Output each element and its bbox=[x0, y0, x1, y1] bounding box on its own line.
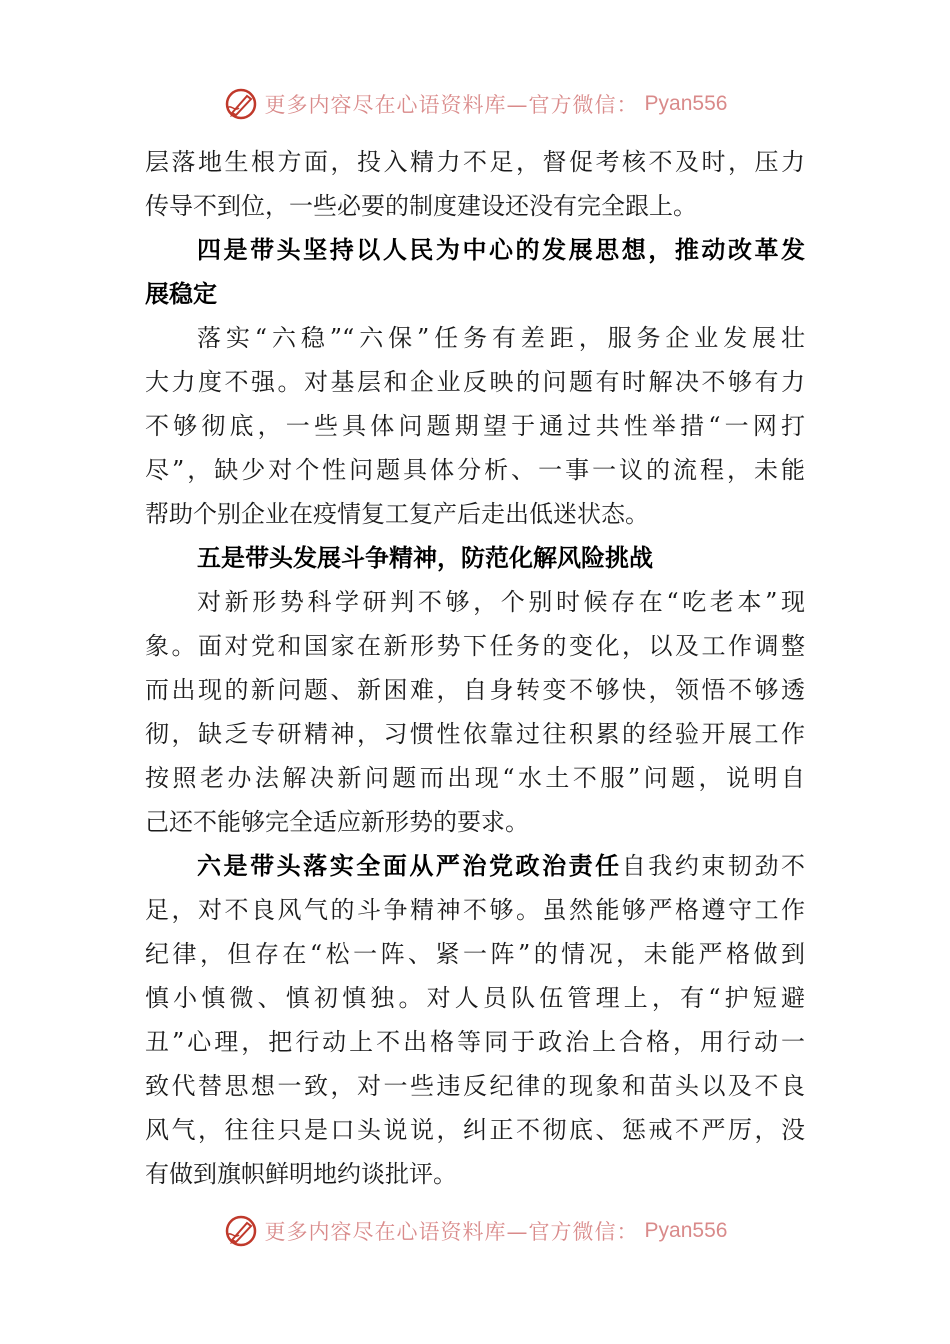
section-heading-line bbox=[145, 844, 805, 888]
watermark-text: 更多内容尽在心语资料库—官方微信： bbox=[264, 1220, 639, 1244]
text-line: 纪律，但存在“松一阵、紧一阵”的情况，未能严格做到 bbox=[145, 940, 805, 968]
text-line: 大力度不强。对基层和企业反映的问题有时解决不够有力 bbox=[145, 368, 805, 396]
watermark-id: Pyan556 bbox=[644, 1219, 728, 1242]
text-line: 风气，往往只是口头说说，纠正不彻底、惩戒不严厉，没 bbox=[145, 1116, 805, 1144]
text-line: 致代替思想一致，对一些违反纪律的现象和苗头以及不良 bbox=[145, 1072, 805, 1100]
text-line: 丑”心理，把行动上不出格等同于政治上合格，用行动一 bbox=[145, 1028, 805, 1056]
header-watermark bbox=[0, 84, 950, 124]
text-line: 落实“六稳”“六保”任务有差距，服务企业发展壮 bbox=[197, 324, 805, 352]
section-heading: 六是带头落实全面从严治党政治责任 bbox=[197, 851, 622, 880]
text-line: 对新形势科学研判不够，个别时候存在“吃老本”现 bbox=[197, 588, 805, 616]
text-line: 而出现的新问题、新困难，自身转变不够快，领悟不够透 bbox=[145, 676, 805, 704]
text-inline: 自我约束韧劲不 bbox=[621, 852, 806, 880]
text-line: 层落地生根方面，投入精力不足，督促考核不及时，压力 bbox=[145, 148, 805, 176]
text-line: 帮助个别企业在疫情复工复产后走出低迷状态。 bbox=[145, 500, 649, 528]
section-heading: 四是带头坚持以人民为中心的发展思想，推动改革发 bbox=[197, 235, 805, 264]
text-line: 传导不到位，一些必要的制度建设还没有完全跟上。 bbox=[145, 192, 697, 220]
footer-watermark bbox=[0, 1211, 950, 1251]
watermark-text: 更多内容尽在心语资料库—官方微信： bbox=[264, 93, 639, 117]
section-heading-cont: 展稳定 bbox=[145, 279, 217, 308]
text-line: 慎小慎微、慎初慎独。对人员队伍管理上，有“护短避 bbox=[145, 984, 805, 1012]
text-line: 己还不能够完全适应新形势的要求。 bbox=[145, 808, 529, 836]
text-line: 尽”，缺少对个性问题具体分析、一事一议的流程，未能 bbox=[145, 456, 805, 484]
watermark-id: Pyan556 bbox=[644, 92, 728, 115]
section-heading: 五是带头发展斗争精神，防范化解风险挑战 bbox=[197, 543, 653, 572]
document-body bbox=[145, 140, 805, 1196]
pen-logo-icon bbox=[223, 86, 259, 122]
text-line: 彻，缺乏专研精神，习惯性依靠过往积累的经验开展工作 bbox=[145, 720, 805, 748]
text-line: 不够彻底，一些具体问题期望于通过共性举措“一网打 bbox=[145, 412, 805, 440]
text-line: 足，对不良风气的斗争精神不够。虽然能够严格遵守工作 bbox=[145, 896, 805, 924]
text-line: 按照老办法解决新问题而出现“水土不服”问题，说明自 bbox=[145, 764, 805, 792]
text-line: 象。面对党和国家在新形势下任务的变化，以及工作调整 bbox=[145, 632, 805, 660]
pen-logo-icon bbox=[223, 1213, 259, 1249]
text-line: 有做到旗帜鲜明地约谈批评。 bbox=[145, 1160, 457, 1188]
